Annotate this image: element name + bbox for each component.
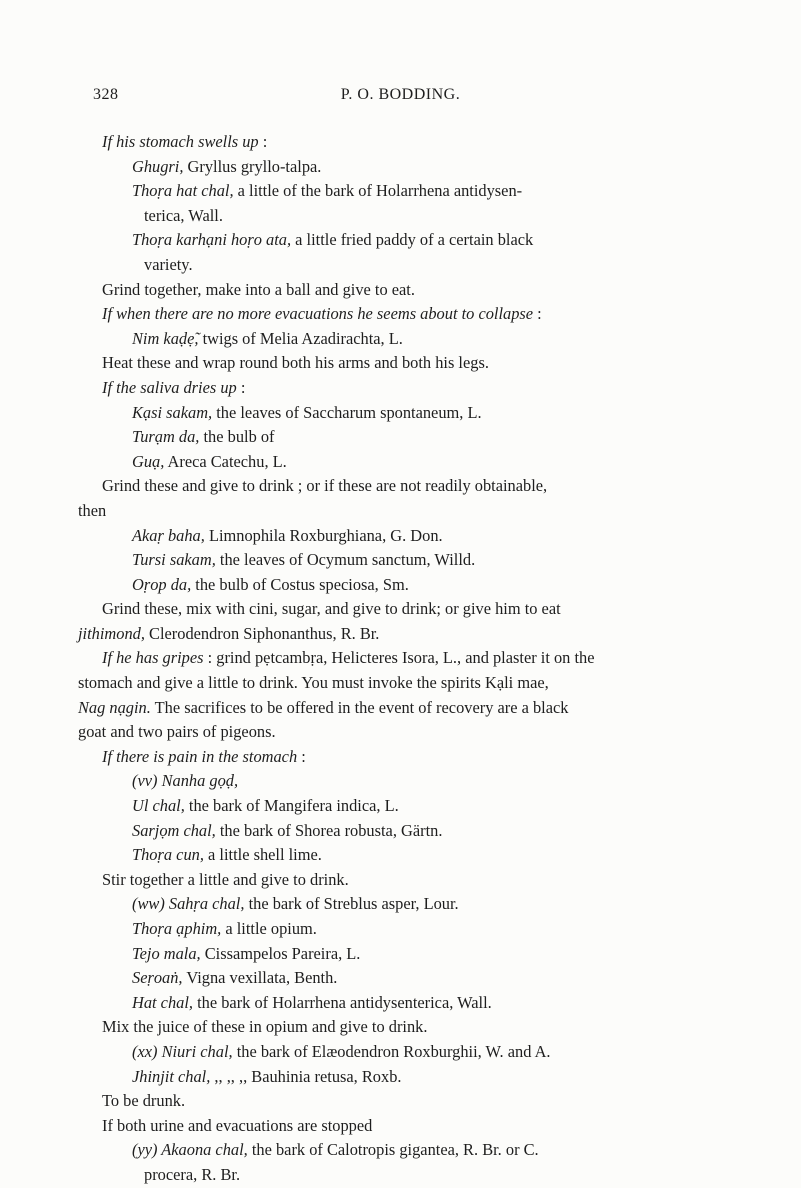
line-text: Stir together a little and give to drink. bbox=[102, 869, 349, 889]
text-line bbox=[78, 524, 710, 549]
text-line bbox=[78, 179, 710, 204]
text-line bbox=[78, 769, 710, 794]
text-line bbox=[78, 130, 710, 155]
line-text: then bbox=[78, 500, 107, 520]
text-line bbox=[78, 401, 710, 426]
line-text: Gryllus gryllo-talpa. bbox=[183, 156, 322, 176]
text-line bbox=[78, 499, 710, 524]
text-line bbox=[78, 474, 710, 499]
italic-term: Seṛoaṅ, bbox=[132, 968, 183, 988]
line-text: a little fried paddy of a certain black bbox=[291, 230, 534, 250]
italic-term: (xx) Niuri chal, bbox=[132, 1041, 233, 1061]
line-text: goat and two pairs of pigeons. bbox=[78, 722, 276, 742]
page-body bbox=[78, 130, 710, 1188]
italic-term: Thoṛa karhạni hoṛo ata, bbox=[132, 230, 292, 250]
line-text: Grind these, mix with cini, sugar, and give to drink; or give him to eat bbox=[102, 599, 561, 619]
line-text: The sacrifices to be offered in the event of recovery are a black bbox=[150, 697, 569, 717]
line-text: Limnophila Roxburghiana, G. Don. bbox=[204, 525, 443, 545]
text-line bbox=[78, 917, 710, 942]
text-line bbox=[78, 573, 710, 598]
line-text: : bbox=[236, 377, 246, 397]
line-text: the bark of Mangifera indica, L. bbox=[184, 796, 399, 816]
text-line bbox=[78, 450, 710, 475]
italic-term: Sarjọm chal, bbox=[132, 820, 216, 840]
line-text: If both urine and evacuations are stopped bbox=[102, 1115, 373, 1135]
text-line bbox=[78, 204, 710, 229]
italic-term: If the saliva dries up bbox=[102, 377, 237, 397]
text-line bbox=[78, 868, 710, 893]
italic-term: Guạ, bbox=[132, 451, 165, 471]
text-line bbox=[78, 696, 710, 721]
line-text: the bark of Streblus asper, Lour. bbox=[244, 894, 459, 914]
italic-term: Oṛop da, bbox=[132, 574, 192, 594]
italic-term: If there is pain in the stomach bbox=[102, 746, 298, 766]
text-line bbox=[78, 966, 710, 991]
line-text: the bulb of bbox=[199, 427, 275, 447]
text-line bbox=[78, 302, 710, 327]
italic-term: Nim kaḍẹ̃, bbox=[132, 328, 199, 348]
text-line bbox=[78, 376, 710, 401]
line-text: the bark of Holarrhena antidysenterica, Wall. bbox=[193, 992, 492, 1012]
text-line bbox=[78, 794, 710, 819]
text-line bbox=[78, 892, 710, 917]
text-line bbox=[78, 278, 710, 303]
text-line bbox=[78, 942, 710, 967]
line-text: : bbox=[533, 304, 542, 324]
text-line bbox=[78, 228, 710, 253]
line-text: terica, Wall. bbox=[144, 205, 223, 225]
line-text: Clerodendron Siphonanthus, R. Br. bbox=[144, 623, 380, 643]
line-text: Cissampelos Pareira, L. bbox=[200, 943, 361, 963]
line-text: variety. bbox=[144, 254, 193, 274]
line-text: Mix the juice of these in opium and give to drink. bbox=[102, 1017, 428, 1037]
text-line bbox=[78, 1040, 710, 1065]
text-line bbox=[78, 351, 710, 376]
text-line bbox=[78, 597, 710, 622]
italic-term: Ghugri, bbox=[132, 156, 184, 176]
italic-term: Jhinjit chal, bbox=[132, 1066, 211, 1086]
line-text: Vigna vexillata, Benth. bbox=[182, 968, 338, 988]
line-text: Grind together, make into a ball and give to eat. bbox=[102, 279, 415, 299]
line-text: : bbox=[258, 132, 268, 151]
italic-term: Nag nạgin. bbox=[78, 697, 151, 717]
line-text: the bulb of Costus speciosa, Sm. bbox=[191, 574, 409, 594]
line-text: procera, R. Br. bbox=[144, 1164, 241, 1184]
text-line bbox=[78, 745, 710, 770]
italic-term: Hat chal, bbox=[132, 992, 194, 1012]
italic-term: If he has gripes bbox=[102, 648, 204, 668]
italic-term: Tursi sakam, bbox=[132, 550, 216, 570]
italic-term: Thoṛa cun, bbox=[132, 845, 204, 865]
text-line bbox=[78, 646, 710, 671]
text-line bbox=[78, 819, 710, 844]
running-head: P. O. BODDING. bbox=[340, 86, 461, 103]
text-line bbox=[78, 622, 710, 647]
italic-term: If when there are no more evacuations he seems about to collapse bbox=[102, 304, 534, 324]
italic-term: Turạm da, bbox=[132, 427, 200, 447]
text-line bbox=[78, 991, 710, 1016]
text-line bbox=[78, 1138, 710, 1163]
text-line bbox=[78, 720, 710, 745]
italic-term: (ww) Sahṛa chal, bbox=[132, 894, 245, 914]
line-text: the leaves of Saccharum spontaneum, L. bbox=[212, 402, 482, 422]
text-line bbox=[78, 327, 710, 352]
line-text: the leaves of Ocymum sanctum, Willd. bbox=[215, 550, 476, 570]
text-line bbox=[78, 843, 710, 868]
italic-term: Thoṛa ạphim, bbox=[132, 919, 222, 938]
line-text: To be drunk. bbox=[102, 1091, 186, 1111]
line-text: the bark of Shorea robusta, Gärtn. bbox=[215, 820, 443, 840]
page-number: 328 bbox=[93, 86, 119, 103]
line-text: : grind pẹtcambṛa, Helicteres Isora, L., and plaster it on the bbox=[203, 648, 595, 668]
text-line bbox=[78, 1163, 710, 1188]
text-line bbox=[78, 253, 710, 278]
text-line bbox=[78, 1114, 710, 1139]
line-text: a little of the bark of Holarrhena antidysen- bbox=[233, 181, 523, 201]
italic-term: Thoṛa hat chal, bbox=[132, 181, 234, 201]
text-line bbox=[78, 548, 710, 573]
line-text: the bark of Elæodendron Roxburghii, W. and A. bbox=[232, 1041, 551, 1061]
italic-term: Ul chal, bbox=[132, 796, 185, 816]
text-line bbox=[78, 1015, 710, 1040]
line-text: Areca Catechu, L. bbox=[164, 451, 287, 471]
text-line bbox=[78, 1089, 710, 1114]
italic-term: If his stomach swells up bbox=[102, 132, 259, 151]
italic-term: Tejo mala, bbox=[132, 943, 201, 963]
italic-term: Akaṛ baha, bbox=[132, 525, 205, 545]
line-text: : bbox=[297, 746, 306, 766]
text-line bbox=[78, 155, 710, 180]
line-text: Heat these and wrap round both his arms and both his legs. bbox=[102, 353, 489, 373]
italic-term: Kạsi sakam, bbox=[132, 402, 213, 422]
italic-term: jithimond, bbox=[78, 623, 145, 643]
line-text: ,, ,, ,, Bauhinia retusa, Roxb. bbox=[210, 1066, 402, 1086]
line-text: twigs of Melia Azadirachta, L. bbox=[198, 328, 403, 348]
text-line bbox=[78, 671, 710, 696]
italic-term: (vv) Nanha gọḍ, bbox=[132, 771, 239, 791]
text-line bbox=[78, 1065, 710, 1090]
page-header bbox=[0, 82, 801, 106]
line-text: a little shell lime. bbox=[203, 845, 322, 865]
line-text: the bark of Calotropis gigantea, R. Br. or C. bbox=[247, 1140, 539, 1160]
line-text: stomach and give a little to drink. You must invoke the spirits Kạli mae, bbox=[78, 673, 549, 693]
line-text: Grind these and give to drink ; or if these are not readily obtainable, bbox=[102, 476, 548, 496]
line-text: a little opium. bbox=[221, 919, 317, 938]
italic-term: (yy) Akaona chal, bbox=[132, 1140, 248, 1160]
text-line bbox=[78, 425, 710, 450]
